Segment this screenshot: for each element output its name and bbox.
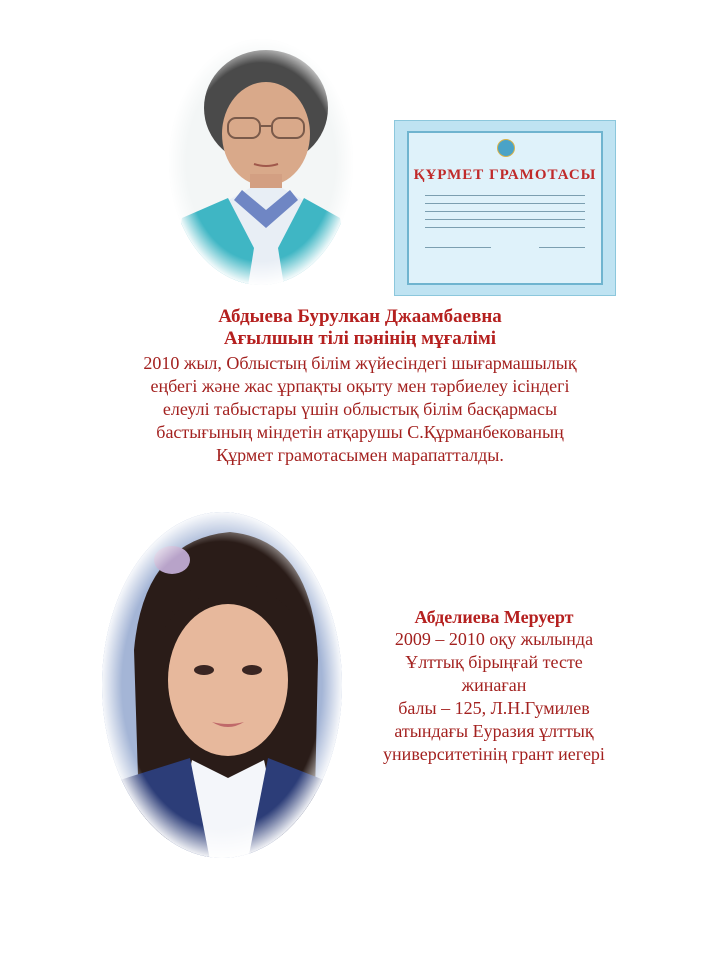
- certificate-frame: [407, 131, 603, 285]
- description-line: университетінің грант иегері: [383, 744, 605, 764]
- student-name: Абделиева Меруерт: [414, 607, 574, 627]
- certificate-text-line: [425, 203, 585, 204]
- teacher-caption: [100, 306, 620, 467]
- certificate-text-line: [425, 211, 585, 212]
- certificate-text-line: [425, 219, 585, 220]
- certificate-signature-line: [539, 247, 585, 248]
- description-line: Ұлттық бірыңғай тесте: [405, 652, 583, 672]
- description-line: балы – 125, Л.Н.Гумилев: [398, 698, 590, 718]
- description-line: атындағы Еуразия ұлттық: [394, 721, 594, 741]
- state-emblem-icon: [497, 139, 515, 157]
- certificate-signature-line: [425, 247, 491, 248]
- teacher-name: Абдыева Бурулкан Джаамбаевна: [218, 306, 502, 327]
- certificate-text-line: [425, 195, 585, 196]
- description-line: 2009 – 2010 оқу жылында: [394, 629, 594, 649]
- description-line: 2010 жыл, Облыстың білім жүйесіндегі шығармашылық: [143, 353, 577, 373]
- teacher-photo: [168, 38, 354, 286]
- student-photo: [100, 510, 344, 860]
- description-line: Құрмет грамотасымен марапатталды.: [216, 445, 504, 465]
- certificate-text-line: [425, 227, 585, 228]
- certificate-title: ҚҰРМЕТ ГРАМОТАСЫ: [413, 167, 597, 183]
- honor-certificate: [394, 120, 616, 296]
- description-line: елеулі табыстары үшін облыстық білім басқармасы: [162, 399, 558, 419]
- teacher-subject: Ағылшын тілі пәнінің мұғалімі: [223, 328, 497, 349]
- description-line: бастығының міндетін атқарушы С.Құрманбекованың: [156, 422, 564, 442]
- description-line: еңбегі және жас ұрпақты оқыту мен тәрбиелеу ісіндегі: [150, 376, 570, 396]
- student-caption: [358, 606, 630, 766]
- teacher-description: [100, 352, 620, 467]
- student-description: [358, 628, 630, 766]
- description-line: жинаған: [461, 675, 527, 695]
